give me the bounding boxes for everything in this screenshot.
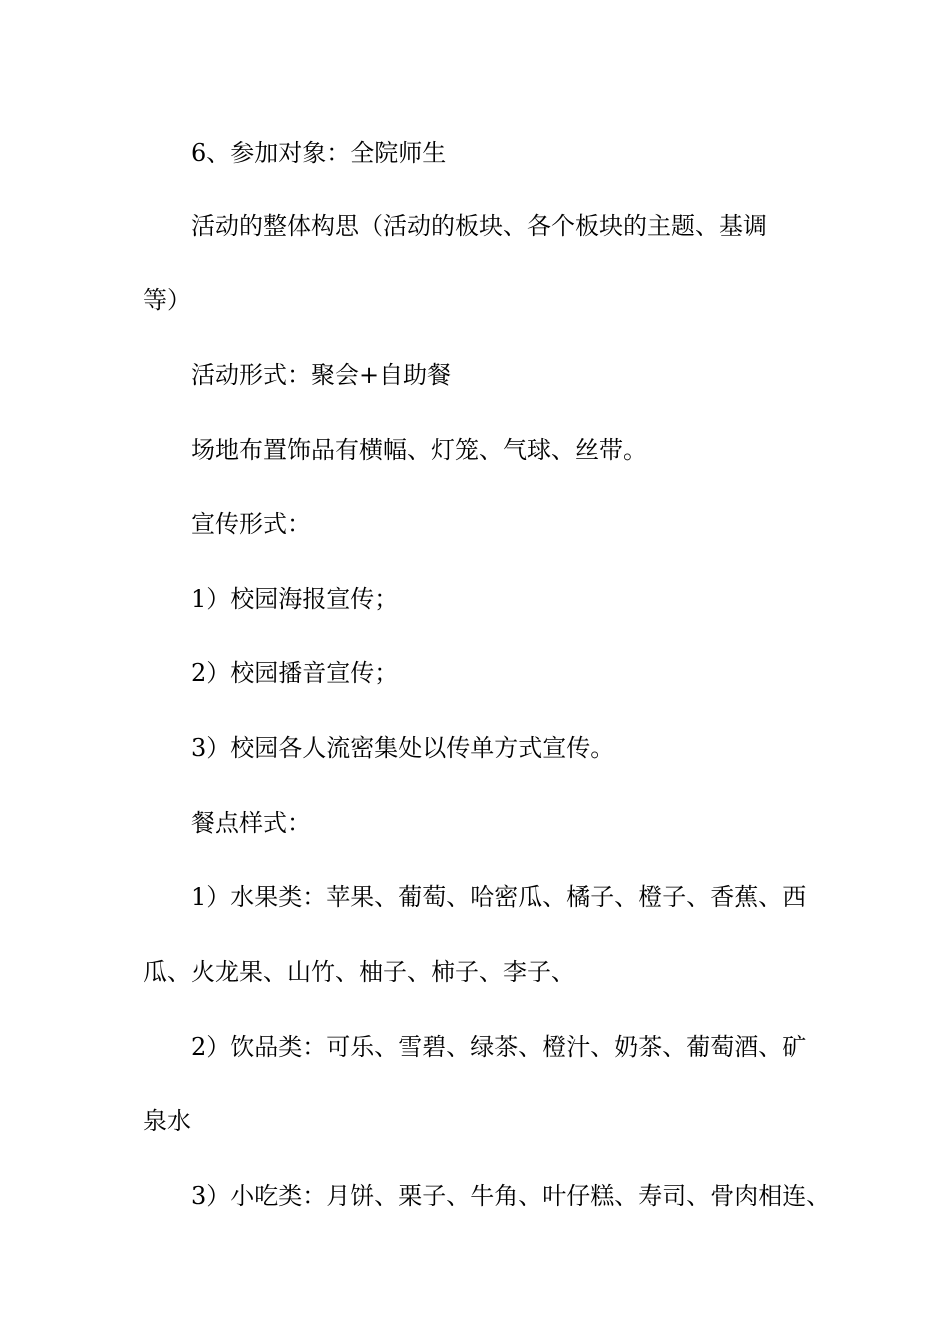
list-item-promotion-poster: 1）校园海报宣传；: [191, 585, 399, 613]
paragraph-overall-concept: 活动的整体构思（活动的板块、各个板块的主题、基调: [191, 212, 767, 240]
list-item-drinks: 2）饮品类：可乐、雪碧、绿茶、橙汁、奶茶、葡萄酒、矿: [191, 1033, 807, 1061]
paragraph-promotion-heading: 宣传形式：: [191, 510, 311, 538]
list-item-fruits-continued: 瓜、火龙果、山竹、柚子、柿子、李子、: [143, 958, 575, 986]
paragraph-venue-decoration: 场地布置饰品有横幅、灯笼、气球、丝带。: [191, 436, 647, 464]
paragraph-overall-concept-continued: 等）: [143, 286, 191, 314]
list-item-promotion-broadcast: 2）校园播音宣传；: [191, 659, 399, 687]
list-item-drinks-continued: 泉水: [143, 1107, 191, 1135]
list-item-fruits: 1）水果类：苹果、葡萄、哈密瓜、橘子、橙子、香蕉、西: [191, 883, 807, 911]
paragraph-catering-heading: 餐点样式：: [191, 809, 311, 837]
paragraph-activity-format: 活动形式：聚会+自助餐: [191, 361, 452, 389]
paragraph-participants: 6、参加对象：全院师生: [191, 139, 447, 167]
list-item-snacks: 3）小吃类：月饼、栗子、牛角、叶仔糕、寿司、骨肉相连、: [191, 1182, 831, 1210]
list-item-promotion-flyers: 3）校园各人流密集处以传单方式宣传。: [191, 734, 615, 762]
